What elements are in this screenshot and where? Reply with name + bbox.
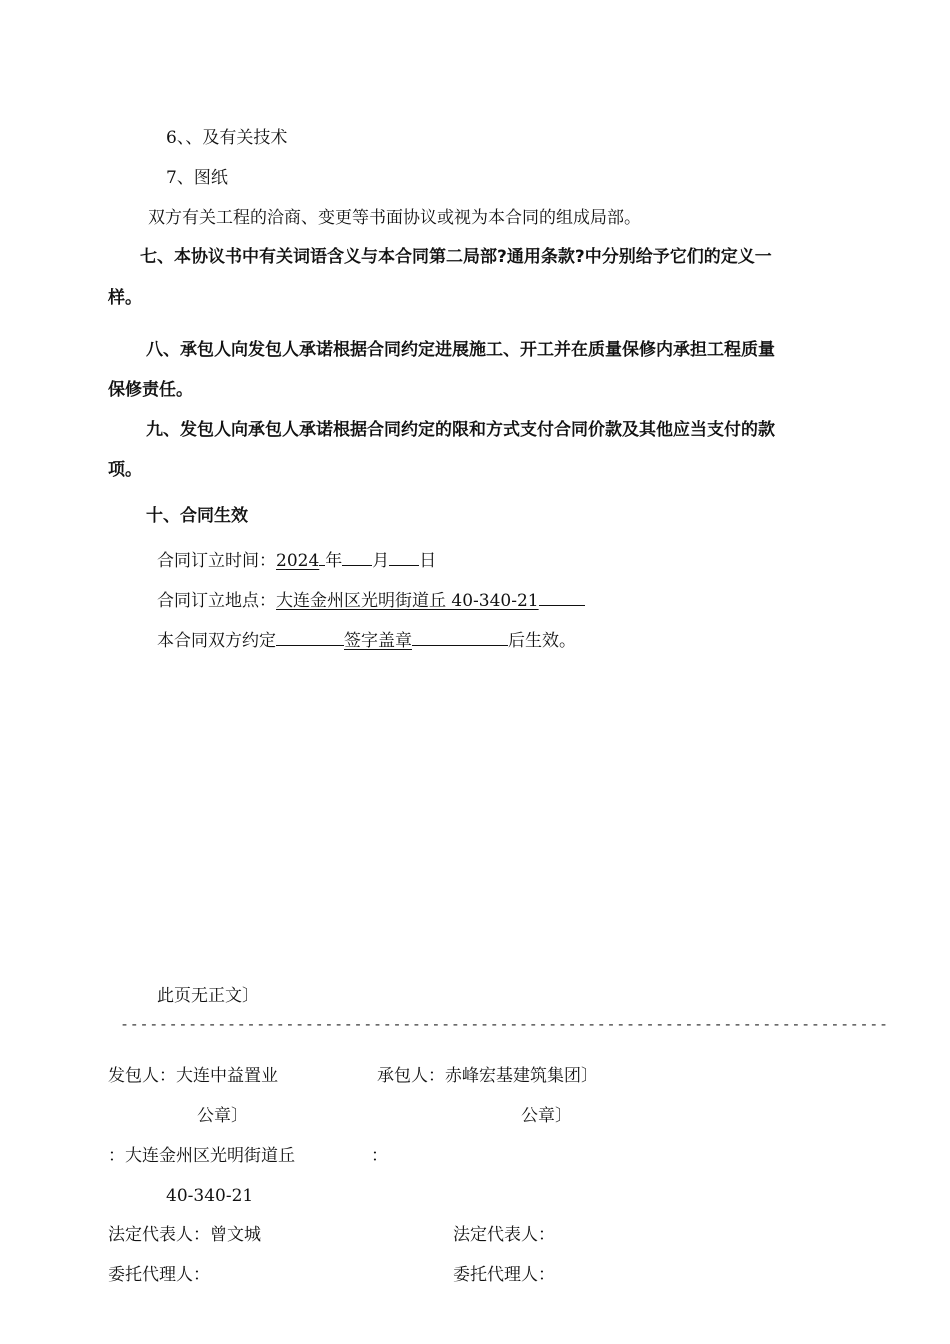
item-6: 6、、及有关技术 (166, 128, 288, 148)
clause-8-line1: 八、承包人向发包人承诺根据合同约定进展施工、开工并在质量保修内承担工程质量 (146, 340, 775, 360)
contractor-agent: 委托代理人： (453, 1265, 555, 1285)
place-blank (539, 585, 585, 606)
contractor-legal-rep: 法定代表人： (453, 1225, 555, 1245)
employer-address-number: 40-340-21 (166, 1186, 254, 1206)
place-value: 大连金州区光明街道丘 40-340-21 (276, 591, 539, 611)
month-blank (342, 545, 372, 566)
no-text-note: 此页无正文〕 (157, 986, 259, 1006)
date-label: 合同订立时间： (157, 551, 276, 571)
agree-blank-left (276, 625, 344, 646)
employer-address: ：大连金州区光明街道丘 (108, 1146, 295, 1166)
year-suffix: 年 (325, 551, 343, 571)
employer-legal-rep: 法定代表人：曾文城 (108, 1225, 261, 1245)
date-year: 2024 (276, 551, 320, 571)
clause-9-line2: 项。 (108, 460, 142, 480)
employer-seal: 公章〕 (197, 1106, 248, 1126)
clause-7-line2: 样。 (108, 288, 142, 308)
agree-suffix: 后生效。 (508, 631, 576, 651)
place-label: 合同订立地点： (157, 591, 276, 611)
signing-date-line (157, 545, 436, 573)
clause-7-line1: 七、本协议书中有关词语含义与本合同第二局部?通用条款?中分别给予它们的定义一 (140, 247, 772, 267)
contractor-address: ： (371, 1146, 388, 1166)
agree-value: 签字盖章 (344, 631, 412, 651)
dashed-separator: ------------------------------------------------------------------------------- (120, 1015, 889, 1033)
employer-agent: 委托代理人： (108, 1265, 210, 1285)
agree-prefix: 本合同双方约定 (157, 631, 276, 651)
employer-label: 发包人：大连中益置业 (108, 1066, 278, 1086)
effective-condition-line (157, 625, 576, 653)
clause-8-line2: 保修责任。 (108, 380, 193, 400)
item-7: 7、图纸 (166, 168, 228, 188)
clause-10-title: 十、合同生效 (146, 506, 248, 526)
contractor-label: 承包人：赤峰宏基建筑集团〕 (377, 1066, 598, 1086)
signing-place-line (157, 585, 585, 613)
contractor-seal: 公章〕 (521, 1106, 572, 1126)
clause-9-line1: 九、发包人向承包人承诺根据合同约定的限和方式支付合同价款及其他应当支付的款 (146, 420, 775, 440)
day-blank (389, 545, 419, 566)
month-suffix: 月 (372, 551, 390, 571)
agree-blank-right (412, 625, 508, 646)
supplement-note: 双方有关工程的洽商、变更等书面协议或视为本合同的组成局部。 (148, 208, 641, 228)
day-suffix: 日 (419, 551, 437, 571)
